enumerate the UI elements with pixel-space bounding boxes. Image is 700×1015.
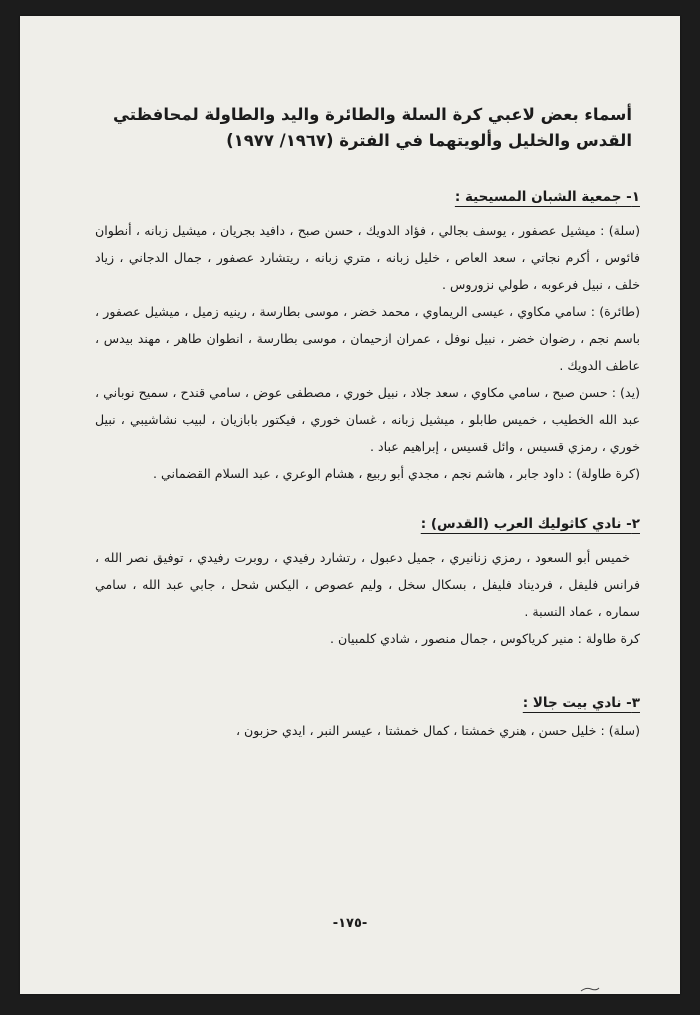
- title-line-1: أسماء بعض لاعبي كرة السلة والطائرة واليد والطاولة لمحافظتي: [113, 105, 632, 124]
- paragraph-handball: (يد) : حسن صبح ، سامي مكاوي ، سعد جلاد ، نبيل خوري ، مصطفى عوض ، سامي قندح ، سميح نوباني ، عبد الله الخطيب ، خميس طابلو ، ميشيل زبانه ، غسان خوري ، فيكتور بابازيان ، لبيب نشاشيبي ، نبيل خوري ، رمزي قسيس ، وائل قسيس ، إبراهيم عباد .: [95, 385, 640, 454]
- section-heading: ٢- نادي كاثوليك العرب (القدس) :: [420, 516, 640, 532]
- document-body: [95, 102, 640, 744]
- section-arab-catholic-club: [95, 511, 640, 652]
- paragraph-table-tennis: (كرة طاولة) : داود جابر ، هاشم نجم ، مجدي أبو ربيع ، هشام الوعري ، عبد السلام القضماني .: [153, 466, 640, 481]
- title-line-2: القدس والخليل وألويتهما في الفترة (١٩٦٧/ ١٩٧٧): [226, 131, 632, 150]
- paragraph-volleyball: (طائرة) : سامي مكاوي ، عيسى الريماوي ، محمد خضر ، موسى بطارسة ، رينيه زميل ، ميشيل عصفور ، باسم نجم ، رضوان خضر ، نبيل نوفل ، عمران ازحيمان ، موسى بطارسة ، انطوان طاهر ، مهند بيدس ، عاطف الدويك .: [95, 304, 640, 373]
- paragraph-basketball: (سلة) : ميشيل عصفور ، يوسف بجالي ، فؤاد الدويك ، حسن صبح ، دافيد بجريان ، ميشيل زبانه ، أنطوان فائوس ، أكرم نجاتي ، سعد العاص ، خليل زبانه ، متري زبانه ، ريتشارد عصفور ، جمال الدجاني ، زياد خلف ، نبيل فرعوبه ، طولي نزوروس .: [95, 223, 640, 292]
- section-beit-jala-club: [95, 690, 640, 744]
- page-number: -١٧٥-: [332, 916, 368, 931]
- paragraph-table-tennis: كرة طاولة : منير كرياكوس ، جمال منصور ، شادي كلمبيان .: [329, 631, 640, 646]
- document-title: [95, 102, 640, 154]
- section-ymca: [95, 184, 640, 487]
- section-heading: ١- جمعية الشبان المسيحية :: [454, 189, 640, 205]
- document-page: [20, 16, 680, 994]
- pen-mark-icon: [580, 986, 600, 992]
- paragraph-basketball: (سلة) : خليل حسن ، هنري خمشتا ، كمال خمشتا ، عيسر النبر ، ايدي حزبون ،: [235, 723, 640, 738]
- section-heading: ٣- نادي بيت جالا :: [522, 695, 640, 711]
- paragraph-players: خميس أبو السعود ، رمزي زنانيري ، جميل دعبول ، رتشارد رفيدي ، روبرت رفيدي ، توفيق نصر الله ، فرانس فليفل ، فردیناد فليفل ، بسكال سخل ، وليم عصوص ، اليكس شحل ، جابي عبد الله ، سامي سماره ، عماد النسبة .: [95, 550, 640, 619]
